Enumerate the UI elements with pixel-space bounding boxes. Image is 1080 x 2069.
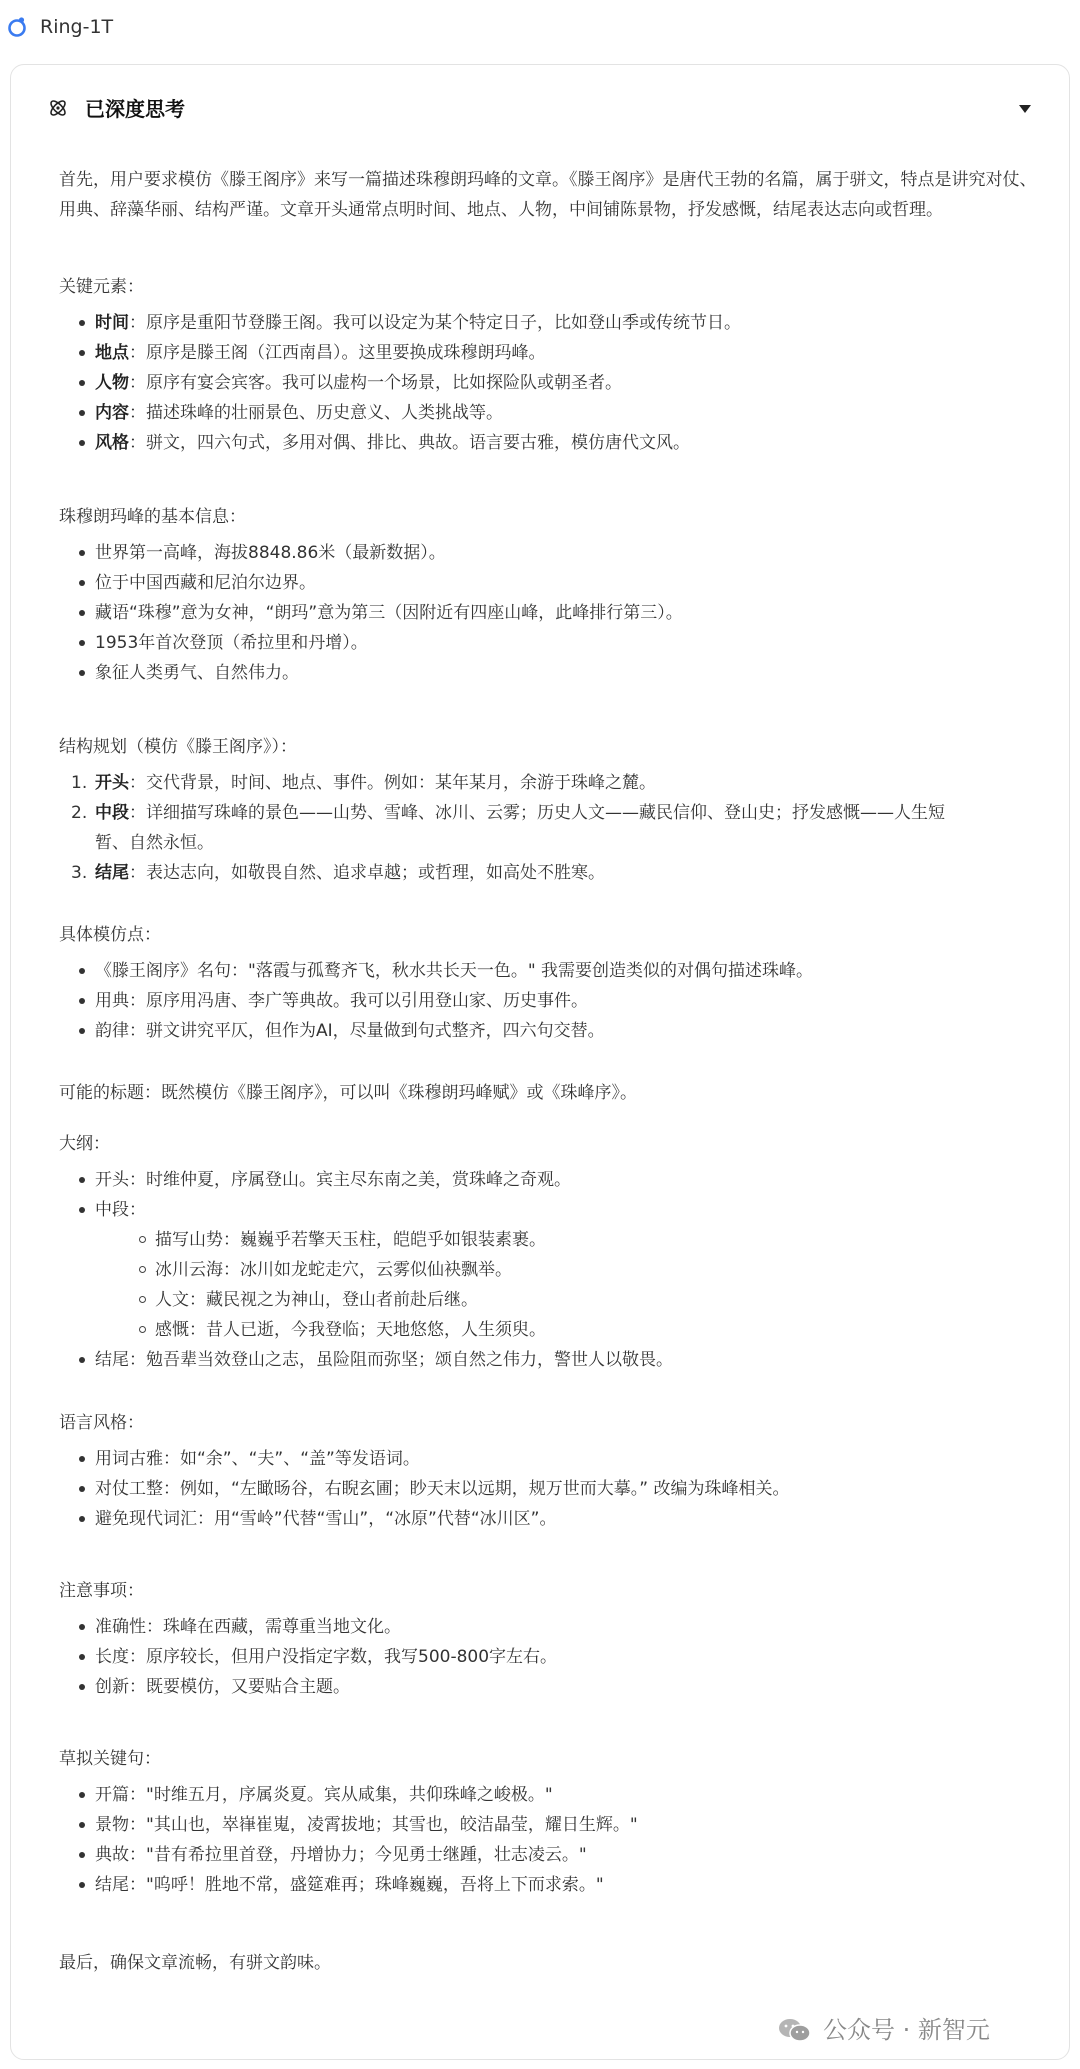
list-item: 对仗工整：例如，“左瞰旸谷，右睨玄圃；眇天末以远期，规万世而大摹。” 改编为珠峰相关。 xyxy=(95,1479,790,1499)
list-item: 开头：交代背景，时间、地点、事件。例如：某年某月，余游于珠峰之麓。 xyxy=(95,773,656,793)
closing-paragraph: 最后，确保文章流畅，有骈文韵味。 xyxy=(59,1953,331,1973)
list-item: 长度：原序较长，但用户没指定字数，我写500-800字左右。 xyxy=(95,1647,558,1667)
list-item: 中段： xyxy=(95,1200,146,1220)
list-item: 内容：描述珠峰的壮丽景色、历史意义、人类挑战等。 xyxy=(95,403,503,423)
bullet xyxy=(79,1207,85,1213)
bullet xyxy=(79,580,85,586)
bullet xyxy=(79,380,85,386)
bullet xyxy=(79,1684,85,1690)
list-item: 开头：时维仲夏，序属登山。宾主尽东南之美，赏珠峰之奇观。 xyxy=(95,1170,571,1190)
bullet xyxy=(79,610,85,616)
structure-heading: 结构规划（模仿《滕王阁序》）： xyxy=(59,737,297,757)
list-item: 景物："其山也，崒嵂崔嵬，凌霄拔地；其雪也，皎洁晶莹，耀日生辉。" xyxy=(95,1815,638,1835)
bullet xyxy=(79,1028,85,1034)
sub-bullet xyxy=(139,1296,146,1303)
list-item: 人物：原序有宴会宾客。我可以虚构一个场景，比如探险队或朝圣者。 xyxy=(95,373,622,393)
sub-bullet xyxy=(139,1236,146,1243)
sub-list-item: 描写山势：巍巍乎若擎天玉柱，皑皑乎如银装素裹。 xyxy=(155,1230,546,1250)
sub-bullet xyxy=(139,1266,146,1273)
list-item: 准确性：珠峰在西藏，需尊重当地文化。 xyxy=(95,1617,401,1637)
watermark xyxy=(777,2013,1047,2047)
bullet xyxy=(79,550,85,556)
list-number: 3. xyxy=(71,863,88,883)
bullet xyxy=(79,410,85,416)
thinking-title: 已深度思考 xyxy=(85,97,185,121)
list-item: 藏语“珠穆”意为女神，“朗玛”意为第三（因附近有四座山峰，此峰排行第三）。 xyxy=(95,603,683,623)
list-item: 开篇："时维五月，序属炎夏。宾从咸集，共仰珠峰之峻极。" xyxy=(95,1785,553,1805)
wechat-icon xyxy=(777,2017,813,2043)
list-item: 风格：骈文，四六句式，多用对偶、排比、典故。语言要古雅，模仿唐代文风。 xyxy=(95,433,690,453)
list-item: 时间：原序是重阳节登滕王阁。我可以设定为某个特定日子，比如登山季或传统节日。 xyxy=(95,313,741,333)
watermark-text: 公众号 · 新智元 xyxy=(823,2016,990,2044)
bullet xyxy=(79,998,85,1004)
bullet xyxy=(79,1822,85,1828)
bullet xyxy=(79,1792,85,1798)
bullet xyxy=(79,1882,85,1888)
list-item: 结尾：表达志向，如敬畏自然、追求卓越；或哲理，如高处不胜寒。 xyxy=(95,863,605,883)
list-item: 《滕王阁序》名句："落霞与孤鹜齐飞，秋水共长天一色。" 我需要创造类似的对偶句描述珠峰。 xyxy=(95,961,814,981)
bullet xyxy=(79,440,85,446)
imitation-heading: 具体模仿点： xyxy=(59,925,161,945)
language-heading: 语言风格： xyxy=(59,1413,144,1433)
list-item: 地点：原序是滕王阁（江西南昌）。这里要换成珠穆朗玛峰。 xyxy=(95,343,546,363)
list-number: 2. xyxy=(71,803,88,823)
list-item: 1953年首次登顶（希拉里和丹增）。 xyxy=(95,633,368,653)
key-elements-heading: 关键元素： xyxy=(59,277,144,297)
bullet xyxy=(79,670,85,676)
bullet xyxy=(79,350,85,356)
draft-heading: 草拟关键句： xyxy=(59,1749,161,1769)
thinking-card xyxy=(10,64,1070,2060)
list-item: 典故："昔有希拉里首登，丹增协力；今见勇士继踵，壮志凌云。" xyxy=(95,1845,587,1865)
bullet xyxy=(79,1654,85,1660)
sub-list-item: 冰川云海：冰川如龙蛇走穴，云雾似仙袂飘举。 xyxy=(155,1260,512,1280)
list-item: 结尾："呜呼！胜地不常，盛筵难再；珠峰巍巍，吾将上下而求索。" xyxy=(95,1875,604,1895)
bullet xyxy=(79,1516,85,1522)
notes-heading: 注意事项： xyxy=(59,1581,144,1601)
outline-heading: 大纲： xyxy=(59,1134,110,1154)
ring-logo-icon xyxy=(6,16,28,38)
list-item: 韵律：骈文讲究平仄，但作为AI，尽量做到句式整齐，四六句交替。 xyxy=(95,1021,605,1041)
bullet xyxy=(79,1486,85,1492)
bullet xyxy=(79,1624,85,1630)
bullet xyxy=(79,1456,85,1462)
possible-title: 可能的标题：既然模仿《滕王阁序》，可以叫《珠穆朗玛峰赋》或《珠峰序》。 xyxy=(59,1083,637,1103)
deep-thinking-icon xyxy=(47,97,69,119)
intro-paragraph: 首先，用户要求模仿《滕王阁序》来写一篇描述珠穆朗玛峰的文章。《滕王阁序》是唐代王勃的名篇，属于骈文，特点是讲究对仗、用典、辞藻华丽、结构严谨。文章开头通常点明时间、地点、人物，中间铺陈景物，抒发感慨，结尾表达志向或哲理。 xyxy=(59,170,1037,220)
app-header xyxy=(0,0,1080,56)
app-title: Ring-1T xyxy=(40,16,114,38)
list-item: 象征人类勇气、自然伟力。 xyxy=(95,663,299,683)
sub-list-item: 人文：藏民视之为神山，登山者前赴后继。 xyxy=(155,1290,478,1310)
list-item: 创新：既要模仿，又要贴合主题。 xyxy=(95,1677,350,1697)
thinking-header[interactable] xyxy=(35,95,1045,123)
list-item-continuation: 暂、自然永恒。 xyxy=(95,833,214,853)
list-item: 中段：详细描写珠峰的景色——山势、雪峰、冰川、云雾；历史人文——藏民信仰、登山史；抒发感慨——人生短 xyxy=(95,803,945,823)
bullet xyxy=(79,968,85,974)
list-item: 用典：原序用冯唐、李广等典故。我可以引用登山家、历史事件。 xyxy=(95,991,588,1011)
bullet xyxy=(79,640,85,646)
collapse-caret-icon[interactable] xyxy=(1019,105,1031,113)
list-item: 用词古雅：如“余”、“夫”、“盖”等发语词。 xyxy=(95,1449,420,1469)
list-item: 结尾：勉吾辈当效登山之志，虽险阻而弥坚；颂自然之伟力，警世人以敬畏。 xyxy=(95,1350,673,1370)
bullet xyxy=(79,1177,85,1183)
list-item: 位于中国西藏和尼泊尔边界。 xyxy=(95,573,316,593)
sub-list-item: 感慨：昔人已逝，今我登临；天地悠悠，人生须臾。 xyxy=(155,1320,546,1340)
bullet xyxy=(79,1357,85,1363)
bullet xyxy=(79,320,85,326)
sub-bullet xyxy=(139,1326,146,1333)
list-item: 避免现代词汇：用“雪岭”代替“雪山”，“冰原”代替“冰川区”。 xyxy=(95,1509,557,1529)
bullet xyxy=(79,1852,85,1858)
list-number: 1. xyxy=(71,773,88,793)
basic-info-heading: 珠穆朗玛峰的基本信息： xyxy=(59,507,246,527)
list-item: 世界第一高峰，海拔8848.86米（最新数据）。 xyxy=(95,543,446,563)
